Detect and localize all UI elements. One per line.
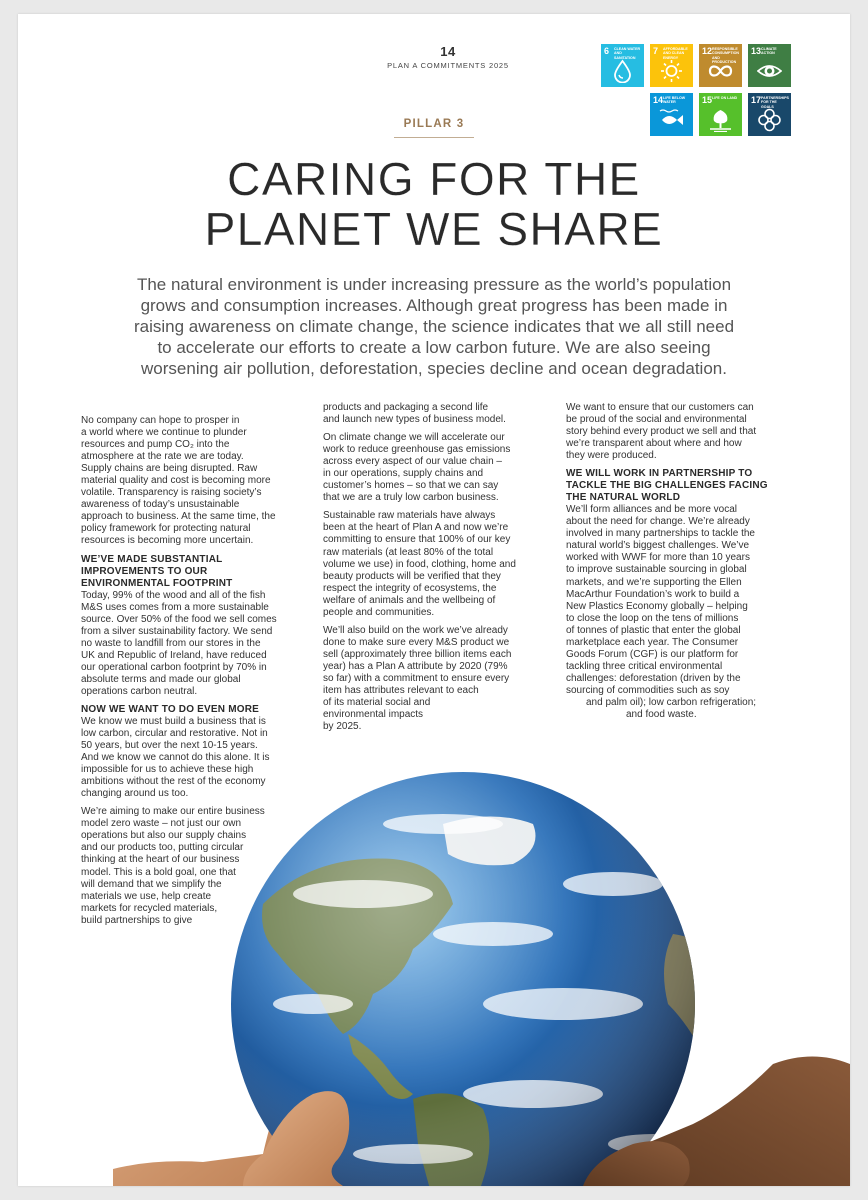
text-line: operations but also our supply chains xyxy=(81,830,247,842)
sdg-label: CLIMATE ACTION xyxy=(761,47,777,56)
text-line: year) has a Plan A attribute by 2020 (79% xyxy=(323,660,508,672)
text-line: our operational carbon footprint by 70% in xyxy=(81,661,267,673)
text-line: NOW WE WANT TO DO EVEN MORE xyxy=(81,703,259,715)
sdg-label: PARTNERSHIPS FOR THE GOALS xyxy=(761,96,789,109)
text-line: respect the integrity of ecosystems, the xyxy=(323,582,497,594)
text-line: markets for recycled materials, xyxy=(81,902,218,914)
text-line: will demand that we simplify the xyxy=(81,878,222,890)
text-line: We’ll form alliances and be more vocal xyxy=(566,504,738,516)
intro-line: worsening air pollution, deforestation, species decline and ocean degradation. xyxy=(141,359,727,378)
body-paragraph xyxy=(566,402,768,462)
text-line: a world where we continue to plunder xyxy=(81,427,247,439)
text-line: low carbon, circular and restorative. Not in xyxy=(81,727,268,739)
earth-in-hands-illustration xyxy=(113,764,850,1186)
sdg-label: LIFE ON LAND xyxy=(712,96,738,100)
sdg-number: 14 xyxy=(653,95,664,105)
text-line: markets, and we’re supporting the Ellen xyxy=(566,576,742,588)
text-line: involved in many partnerships to tackle the xyxy=(566,528,755,540)
text-line: to close the loop on the tens of millions xyxy=(566,612,739,624)
pillar-label: PILLAR 3 xyxy=(403,118,465,130)
text-line: materials we use, help create xyxy=(81,890,212,902)
sdg-goal-7-tile xyxy=(650,44,693,87)
text-line: We’ll also build on the work we’ve already xyxy=(323,624,508,636)
text-line: resources and pump CO₂ into the xyxy=(81,439,230,451)
sdg-goal-6-tile xyxy=(601,44,644,87)
text-line: no waste to landfill from our stores in the xyxy=(81,637,261,649)
text-line: by 2025. xyxy=(323,721,362,733)
pillar-divider xyxy=(394,137,474,138)
text-line: be proud of the social and environmental xyxy=(566,414,747,426)
body-paragraph xyxy=(323,510,516,618)
text-line: IMPROVEMENTS TO OUR xyxy=(81,565,208,577)
text-line: to improve sustainable sourcing in global xyxy=(566,564,747,576)
text-line: we’re transparent about where and how xyxy=(566,438,742,450)
text-line: item has attributes relevant to each xyxy=(323,685,479,697)
text-line: WE WILL WORK IN PARTNERSHIP TO xyxy=(566,468,753,480)
text-line: story behind every product we sell and that xyxy=(566,426,757,438)
body-paragraph xyxy=(323,402,516,426)
text-line: marketplace each year. The Consumer xyxy=(566,636,739,648)
text-line: MacArthur Foundation’s work to build a xyxy=(566,588,740,600)
body-paragraph xyxy=(323,625,516,733)
text-line: done to make sure every M&S product we xyxy=(323,636,510,648)
text-line: atmosphere at the rate we are today. xyxy=(81,451,244,463)
text-line: environmental impacts xyxy=(323,709,424,721)
text-line: Today, 99% of the wood and all of the fish xyxy=(81,589,266,601)
sdg-label: CLEAN WATER AND SANITATION xyxy=(614,47,641,60)
text-line: model zero waste – not just our own xyxy=(81,818,242,830)
text-line: and our products too, putting circular xyxy=(81,842,244,854)
page-number: 14 xyxy=(440,44,456,59)
text-line: challenges: deforestation (driven by the xyxy=(566,672,741,684)
body-paragraph xyxy=(81,415,277,548)
text-line: M&S uses comes from a more sustainable xyxy=(81,601,269,613)
text-line: people and communities. xyxy=(323,606,435,618)
text-line: We want to ensure that our customers can xyxy=(566,402,754,413)
text-line: work to reduce greenhouse gas emissions xyxy=(323,444,511,456)
text-line: source. Over 50% of the food we sell comes xyxy=(81,613,277,625)
text-line: tackling three critical environmental xyxy=(566,660,723,672)
page-header xyxy=(358,44,538,70)
sdg-goal-12-tile xyxy=(699,44,742,87)
text-line: resources is becoming more uncertain. xyxy=(81,535,254,547)
text-line: material quality and cost is becoming more xyxy=(81,475,271,487)
text-line: that we are a truly low carbon business. xyxy=(323,492,499,504)
headline-line: PLANET WE SHARE xyxy=(204,203,664,255)
sdg-number: 17 xyxy=(751,95,762,105)
body-paragraph xyxy=(323,432,516,504)
sdg-label: LIFE BELOW WATER xyxy=(663,96,686,105)
text-line: of tonnes of plastic that enter the global xyxy=(566,624,741,636)
body-paragraph xyxy=(566,504,768,721)
text-line: committing to ensure that 100% of our key xyxy=(323,534,511,546)
section-heading xyxy=(566,468,768,504)
text-line: WE’VE MADE SUBSTANTIAL xyxy=(81,553,223,565)
text-line: model. This is a bold goal, one that xyxy=(81,866,236,878)
text-line: policy framework for protecting natural xyxy=(81,523,251,535)
text-column-2 xyxy=(323,402,516,733)
text-line: UK and Republic of Ireland, have reduced xyxy=(81,649,267,661)
text-line: welfare of animals and the wellbeing of xyxy=(323,594,496,606)
sdg-label: RESPONSIBLE CONSUMPTION AND PRODUCTION xyxy=(712,47,739,64)
text-line: New Plastics Economy globally – helping xyxy=(566,600,748,612)
text-line: We’re aiming to make our entire business xyxy=(81,806,265,818)
text-line: approach to business. At the same time, the xyxy=(81,511,276,523)
section-heading xyxy=(81,554,277,590)
text-column-3 xyxy=(566,402,768,721)
document-title: PLAN A COMMITMENTS 2025 xyxy=(387,61,509,70)
text-line: about the need for change. We’re already xyxy=(566,516,750,528)
sdg-number: 15 xyxy=(702,95,713,105)
text-line: No company can hope to prosper in xyxy=(81,415,240,426)
text-line: 50 years, but over the next 10-15 years. xyxy=(81,740,258,752)
section-heading xyxy=(81,704,277,716)
text-line: beauty products will be verified that they xyxy=(323,570,501,582)
text-line: sell (approximately three billion items each xyxy=(323,648,512,660)
text-line: ambitions without the rest of the economy xyxy=(81,776,266,788)
text-line: natural world’s biggest challenges. We’ve xyxy=(566,540,750,552)
text-line: TACKLE THE BIG CHALLENGES FACING xyxy=(566,480,768,492)
text-line: volatile. Transparency is raising society’s xyxy=(81,487,262,499)
text-line: And we know we cannot do this alone. It is xyxy=(81,752,270,764)
text-line: across every aspect of our value chain – xyxy=(323,456,502,468)
text-line: they were produced. xyxy=(566,450,657,462)
text-line: raw materials (at least 80% of the total xyxy=(323,546,494,558)
text-line: worked with WWF for more than 10 years xyxy=(566,552,750,564)
sdg-label: AFFORDABLE AND CLEAN ENERGY xyxy=(663,47,688,60)
body-paragraph xyxy=(81,590,277,698)
intro-paragraph xyxy=(92,274,776,379)
text-line: volume we use) in food, clothing, home and xyxy=(323,558,516,570)
text-line: ENVIRONMENTAL FOOTPRINT xyxy=(81,577,233,589)
intro-line: grows and consumption increases. Although great progress has been made in xyxy=(140,296,728,315)
text-line: Goods Forum (CGF) is our platform for xyxy=(566,648,739,660)
text-line: awareness of today’s unsustainable xyxy=(81,499,240,511)
water-drop-icon xyxy=(610,59,635,83)
text-line: operations carbon neutral. xyxy=(81,685,198,697)
text-line: absolute terms and made our global xyxy=(81,673,241,685)
intro-line: raising awareness on climate change, the science indicates that we all still need xyxy=(133,317,735,336)
intro-line: to accelerate our efforts to create a low carbon future. We are also seeing xyxy=(157,338,711,357)
text-line: sourcing of commodities such as soy xyxy=(566,684,730,696)
text-line: thinking at the heart of our business xyxy=(81,854,240,866)
text-line: Supply chains are being disrupted. Raw xyxy=(81,463,258,475)
sdg-number: 13 xyxy=(751,46,762,56)
text-line: and food waste. xyxy=(626,709,697,721)
sdg-number: 7 xyxy=(653,46,659,56)
text-line: so far) with a commitment to ensure every xyxy=(323,672,510,684)
text-line: We know we must build a business that is xyxy=(81,715,266,727)
text-line: customer’s homes – so that we can say xyxy=(323,480,499,492)
infinity-icon xyxy=(708,59,733,83)
sun-icon xyxy=(659,59,684,83)
text-line: THE NATURAL WORLD xyxy=(566,492,681,504)
text-line: impossible for us to achieve these high xyxy=(81,764,254,776)
text-line: and palm oil); low carbon refrigeration; xyxy=(586,696,757,708)
text-line: of its material social and xyxy=(323,697,431,709)
sdg-number: 6 xyxy=(604,46,610,56)
text-line: changing around us too. xyxy=(81,788,189,800)
text-line: from a silver sustainability factory. We send xyxy=(81,625,273,637)
text-line: been at the heart of Plan A and now we’re xyxy=(323,522,509,534)
sdg-number: 12 xyxy=(702,46,713,56)
text-line: and launch new types of business model. xyxy=(323,414,506,426)
eye-globe-icon xyxy=(757,59,782,83)
document-page xyxy=(18,14,850,1186)
text-line: in our operations, supply chains and xyxy=(323,468,484,480)
intro-line: The natural environment is under increasing pressure as the world’s population xyxy=(136,275,732,294)
headline-line: CARING FOR THE xyxy=(227,153,641,205)
text-line: build partnerships to give xyxy=(81,914,193,926)
page-headline xyxy=(18,154,850,254)
text-line: Sustainable raw materials have always xyxy=(323,510,496,522)
sdg-goal-13-tile xyxy=(748,44,791,87)
text-line: products and packaging a second life xyxy=(323,402,489,413)
text-line: On climate change we will accelerate our xyxy=(323,432,505,444)
